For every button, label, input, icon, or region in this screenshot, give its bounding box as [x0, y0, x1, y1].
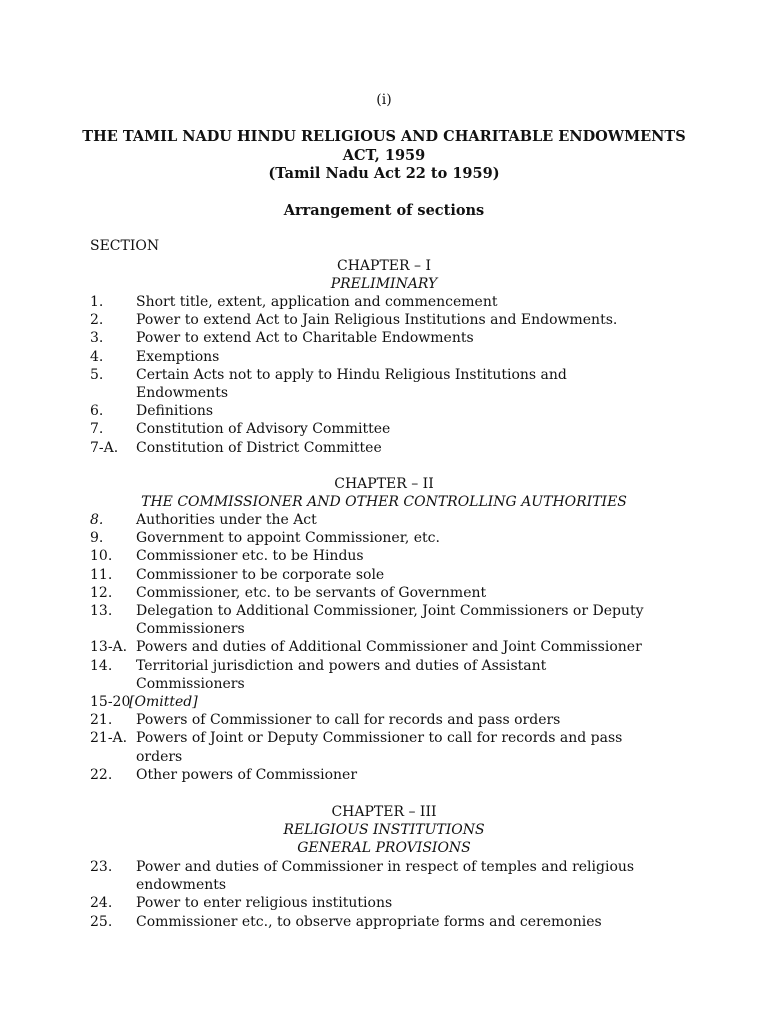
section-title: Powers of Commissioner to call for records and pass orders	[136, 712, 561, 729]
section-title	[136, 729, 690, 765]
section-number: 2.	[90, 312, 104, 329]
section-entry	[90, 329, 690, 347]
section-number: 5.	[90, 366, 104, 383]
section-entry	[90, 858, 690, 894]
section-title	[136, 657, 690, 693]
section-number: 13-A.	[90, 639, 128, 656]
section-title-line: Commissioners	[136, 621, 245, 638]
section-number: 25.	[90, 913, 113, 930]
chapter-1-entries	[90, 293, 690, 457]
section-entry	[90, 529, 690, 547]
section-title: [Omitted]	[129, 694, 198, 711]
section-title	[136, 858, 690, 894]
chapter-2-heading: CHAPTER – II	[334, 476, 434, 492]
section-title: Commissioner etc., to observe appropriate forms and ceremonies	[136, 913, 602, 930]
section-title-line: Territorial jurisdiction and powers and duties of Assistant	[136, 657, 547, 674]
section-title-line: orders	[136, 748, 183, 765]
section-entry	[90, 584, 690, 602]
section-entry	[90, 913, 690, 931]
section-title: Government to appoint Commissioner, etc.	[136, 530, 440, 547]
section-entry	[90, 638, 690, 656]
section-entry	[90, 657, 690, 693]
section-entry	[90, 402, 690, 420]
section-title: Commissioner to be corporate sole	[136, 566, 385, 583]
section-title: Commissioner etc. to be Hindus	[136, 548, 364, 565]
chapter-1-header	[0, 257, 768, 293]
section-entry	[90, 293, 690, 311]
chapter-3-subheading-2: GENERAL PROVISIONS	[297, 840, 471, 856]
section-entry	[90, 693, 690, 711]
page-number: (i)	[376, 92, 392, 108]
section-number: 7-A.	[90, 439, 119, 456]
chapter-1-heading: CHAPTER – I	[337, 258, 431, 274]
section-entry	[90, 547, 690, 565]
act-title-line-2: ACT, 1959	[342, 147, 426, 164]
section-title: Constitution of Advisory Committee	[136, 421, 391, 438]
section-number: 22.	[90, 766, 113, 783]
section-title-line: Power and duties of Commissioner in respect of temples and religious	[136, 859, 635, 875]
section-title: Commissioner, etc. to be servants of Government	[136, 584, 487, 601]
section-title: Exemptions	[136, 348, 220, 365]
chapter-3-heading: CHAPTER – III	[331, 804, 437, 820]
section-title-line: Endowments	[136, 385, 228, 402]
section-number: 15-20	[90, 694, 131, 711]
section-entry	[90, 348, 690, 366]
section-number: 10.	[90, 548, 113, 565]
section-title: Constitution of District Committee	[136, 439, 382, 456]
section-title-line: Delegation to Additional Commissioner, Joint Commissioners or Deputy	[136, 603, 644, 620]
section-title: Other powers of Commissioner	[136, 766, 358, 783]
chapter-2-entries	[90, 511, 690, 784]
section-title	[136, 366, 690, 402]
section-title-line: Powers of Joint or Deputy Commissioner to call for records and pass	[136, 730, 623, 747]
section-title-line: Certain Acts not to apply to Hindu Religious Institutions and	[136, 366, 567, 383]
section-number: 7.	[90, 421, 104, 438]
section-entry	[90, 894, 690, 912]
section-number: 24.	[90, 895, 113, 912]
chapter-3-header	[0, 803, 768, 857]
chapter-3-subheading: RELIGIOUS INSTITUTIONS	[283, 822, 485, 838]
section-number: 4.	[90, 348, 104, 365]
chapter-3-entries	[90, 858, 690, 931]
section-label: SECTION	[90, 238, 160, 254]
section-entry	[90, 439, 690, 457]
section-entry	[90, 511, 690, 529]
section-entry	[90, 602, 690, 638]
chapter-2-header	[0, 475, 768, 511]
act-title-line-3: (Tamil Nadu Act 22 to 1959)	[268, 165, 500, 182]
section-title: Power to extend Act to Charitable Endowments	[136, 330, 474, 347]
chapter-2-subheading: THE COMMISSIONER AND OTHER CONTROLLING AUTHORITIES	[141, 494, 627, 510]
act-title-line-1: THE TAMIL NADU HINDU RELIGIOUS AND CHARITABLE ENDOWMENTS	[82, 128, 686, 145]
section-title: Power to enter religious institutions	[136, 895, 393, 912]
section-title: Short title, extent, application and commencement	[136, 294, 498, 310]
section-title-line: endowments	[136, 877, 227, 894]
section-title	[136, 602, 690, 638]
section-number: 21-A.	[90, 730, 128, 747]
section-entry	[90, 729, 690, 765]
section-entry	[90, 311, 690, 329]
section-number: 6.	[90, 403, 104, 420]
arrangement-heading: Arrangement of sections	[283, 202, 485, 219]
section-number: 13.	[90, 603, 113, 620]
section-number: 14.	[90, 657, 113, 674]
chapter-1-subheading: PRELIMINARY	[330, 276, 438, 292]
section-title: Authorities under the Act	[136, 512, 317, 528]
section-number: 11.	[90, 566, 113, 583]
section-number: 8.	[90, 512, 104, 528]
section-entry	[90, 566, 690, 584]
section-number: 1.	[90, 294, 104, 310]
section-title-line: Commissioners	[136, 675, 245, 692]
section-title: Powers and duties of Additional Commissioner and Joint Commissioner	[136, 639, 642, 656]
section-entry	[90, 766, 690, 784]
section-number: 12.	[90, 584, 113, 601]
section-title: Definitions	[136, 403, 214, 420]
section-title: Power to extend Act to Jain Religious Institutions and Endowments.	[136, 312, 618, 329]
section-entry	[90, 366, 690, 402]
section-entry	[90, 420, 690, 438]
section-entry	[90, 711, 690, 729]
section-number: 23.	[90, 859, 113, 875]
section-number: 21.	[90, 712, 113, 729]
section-number: 3.	[90, 330, 104, 347]
section-number: 9.	[90, 530, 104, 547]
